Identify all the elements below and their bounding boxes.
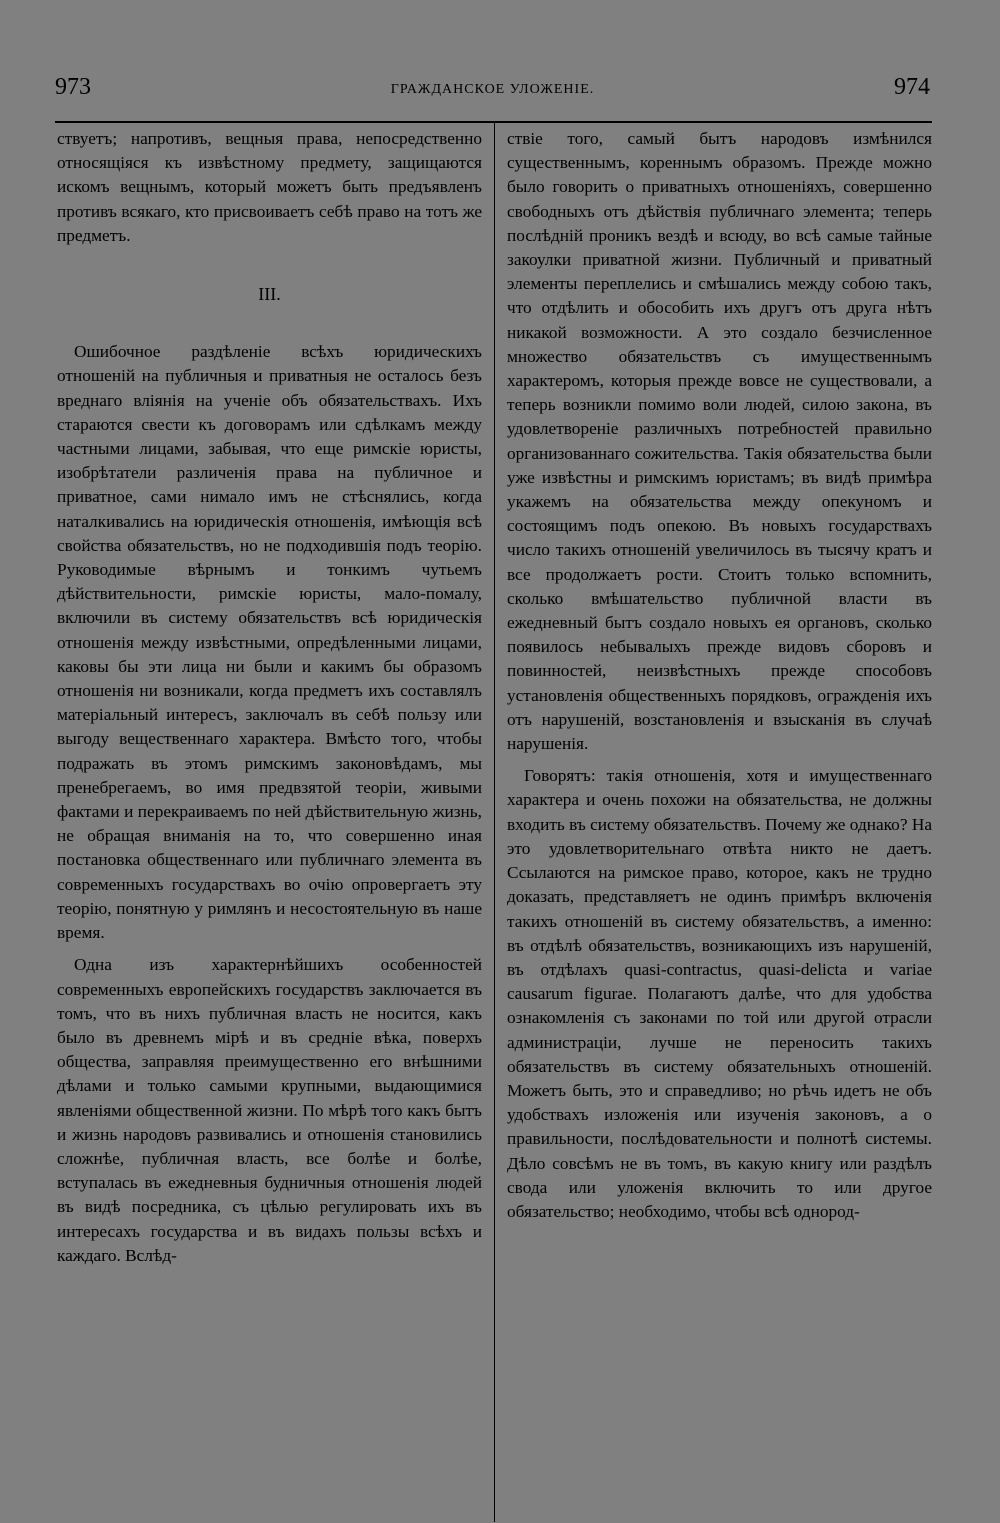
left-paragraph-2: Ошибочное раздѣленіе всѣхъ юридическихъ отношеній на публичныя и приватныя не осталось безъ вреднаго вліянія на ученіе объ обязательствахъ. Ихъ стараются свести къ договорамъ или сдѣлкамъ между частными лицами, забывая, что еще римскіе юристы, изобрѣтатели различенія права на публичное и приватное, сами нимало имъ не стѣснялись, когда наталкивались на юридическія отношенія, имѣющія всѣ свойства обязательствъ, но не подходившія подъ теорію. Руководимые вѣрнымъ и тонкимъ чутьемъ дѣйствительности, римскіе юристы, мало-помалу, включили въ систему обязательствъ всѣ юридическія отношенія между извѣстными, опредѣленными лицами, каковы бы эти лица ни были и какимъ бы образомъ отношенія ни возникали, когда предметъ ихъ составлялъ матеріальный интересъ, заключалъ въ себѣ пользу или выгоду вещественнаго характера. Вмѣсто того, чтобы подражать въ этомъ римскимъ законовѣдамъ, мы пренебрегаемъ, во имя предвзятой теоріи, живыми фактами и перекраиваемъ по ней дѣйствительную жизнь, не обращая вниманія на то, что совершенно иная постановка общественнаго или публичнаго элемента въ современныхъ государствахъ во очію опровергаетъ эту теорію, понятную у римлянъ и несостоятельную въ наше время.: [57, 342, 482, 943]
right-paragraph-2: Говорятъ: такія отношенія, хотя и имущественнаго характера и очень похожи на обязательства, не должны входить въ систему обязательствъ. Почему же однако? На это удовлетворительнаго отвѣта никто не даетъ. Ссылаются на римское право, которое, какъ не трудно доказать, представляетъ не одинъ примѣръ включенія такихъ отношеній въ систему обязательствъ, а именно: въ отдѣлѣ обязательствъ, возникающихъ изъ нарушеній, въ отдѣлахъ quasi-contractus, quasi-delicta и variae causarum figurae. Полагаютъ далѣе, что для удобства ознакомленія съ законами по той или другой отрасли администраціи, лучше не переносить такихъ обязательствъ въ систему обязательныхъ отношеній. Можетъ быть, это и справедливо; но рѣчь идетъ не объ удобствахъ изложенія или изученія законовъ, а о правильности, послѣдовательности и полнотѣ системы. Дѣло совсѣмъ не въ томъ, въ какую книгу или раздѣлъ свода или уложенія включить то или другое обязательство; необходимо, чтобы всѣ однород-: [507, 766, 932, 1221]
left-paragraph-3: Одна изъ характернѣйшихъ особенностей современныхъ европейскихъ государствъ заключается въ томъ, что въ нихъ публичная власть не носится, какъ было въ древнемъ мірѣ и въ средніе вѣка, поверхъ общества, заправляя преимущественно его внѣшними дѣлами и только самыми крупными, выдающимися явленіями общественной жизни. По мѣрѣ того какъ бытъ и жизнь народовъ развивались и отношенія становились сложнѣе, публичная власть, все болѣе и болѣе, вступалась въ ежедневныя будничныя отношенія людей въ видѣ посредника, съ цѣлью регулировать ихъ въ интересахъ государства и въ видахъ пользы всѣхъ и каждаго. Вслѣд-: [57, 955, 482, 1265]
left-column: [57, 127, 482, 1268]
page-number-right: 974: [894, 74, 930, 100]
page-number-left: 973: [55, 74, 91, 100]
right-paragraph-1: ствіе того, самый бытъ народовъ измѣнился существеннымъ, кореннымъ образомъ. Прежде можно было говорить о приватныхъ отношеніяхъ, совершенно свободныхъ отъ дѣйствія публичнаго элемента; теперь послѣдній проникъ вездѣ и всюду, во всѣ самые тайные закоулки приватной жизни. Публичный и приватный элементы переплелись и смѣшались между собою такъ, что отдѣлить и обособить ихъ другъ отъ друга нѣтъ никакой возможности. А это создало безчисленное множество обязательствъ съ имущественнымъ характеромъ, которыя прежде вовсе не существовали, а теперь возникли помимо воли людей, силою закона, въ удовлетвореніе различныхъ потребностей правильно организованнаго сожительства. Такія обязательства были уже извѣстны и римскимъ юристамъ; въ видѣ примѣра укажемъ на обязательства между опекуномъ и состоящимъ подъ опекою. Въ новыхъ государствахъ число такихъ отношеній увеличилось въ тысячу кратъ и все продолжаетъ рости. Стоитъ только вспомнить, сколько вмѣшательство публичной власти въ ежедневный бытъ создало новыхъ ея органовъ, сколько появилось небывалыхъ прежде видовъ сборовъ и повинностей, неизвѣстныхъ прежде способовъ установленія общественныхъ порядковъ, огражденія ихъ отъ нарушеній, возстановленія и взысканія въ случаѣ нарушенія.: [507, 129, 932, 754]
section-heading: III.: [258, 284, 281, 305]
right-column: [507, 127, 932, 1224]
left-paragraph-1: ствуетъ; напротивъ, вещныя права, непосредственно относящіяся къ извѣстному предмету, защищаются искомъ вещнымъ, который можетъ быть предъявленъ противъ всякаго, кто присвоиваетъ себѣ право на тотъ же предметъ.: [57, 129, 482, 245]
running-title: ГРАЖДАНСКОЕ УЛОЖЕНІЕ.: [390, 82, 595, 97]
running-header: [55, 74, 930, 114]
column-divider: [494, 122, 495, 1522]
